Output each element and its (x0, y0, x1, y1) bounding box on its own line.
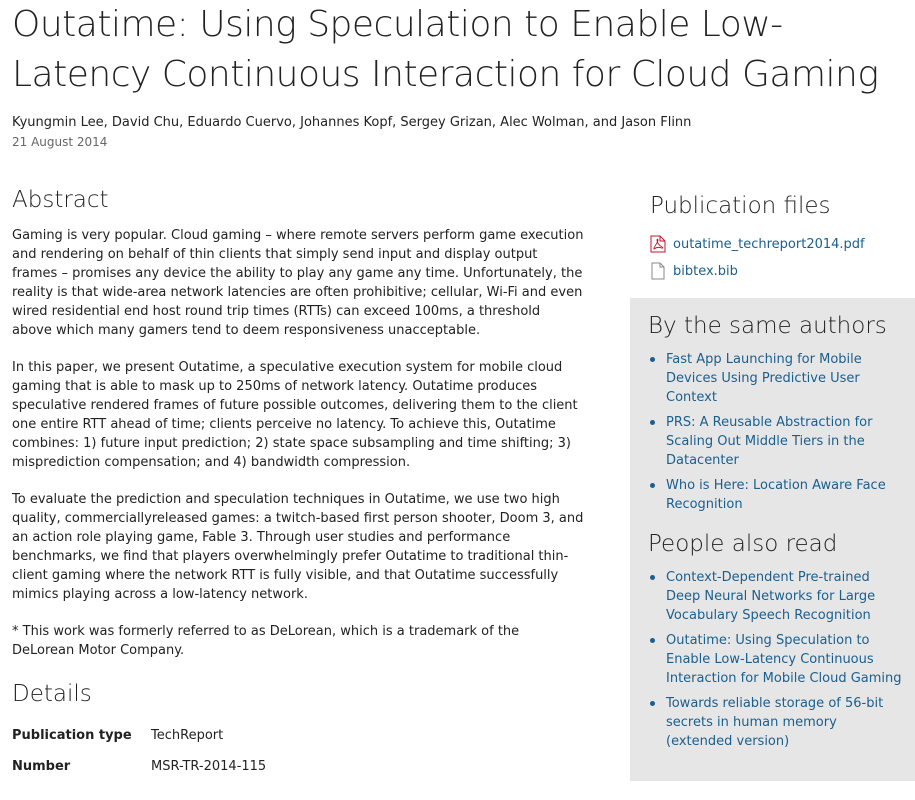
author-list: Kyungmin Lee, David Chu, Eduardo Cuervo, Johannes Kopf, Sergey Grizan, Alec Wolman, and Jason Flinn (12, 115, 692, 130)
abstract-paragraph: Gaming is very popular. Cloud gaming – where remote servers perform game execution and rendering on behalf of thin clients that simply send input and display output frames – promises any device the ability to play any game any time. Unfortunately, the reality is that wide-area network latencies are often prohibitive; cellular, Wi-Fi and even wired residential end host round trip times (RTTs) can exceed 100ms, a threshold above which many gamers tend to deem responsiveness unacceptable. (12, 228, 584, 338)
abstract-heading: Abstract (12, 187, 109, 213)
details-heading: Details (12, 681, 92, 707)
list-item (666, 694, 907, 751)
publication-files (650, 190, 910, 288)
detail-label: Publication type (12, 728, 132, 743)
list-item (666, 350, 907, 407)
related-publication-link[interactable]: Fast App Launching for Mobile Devices Using Predictive User Context (666, 352, 862, 405)
related-sidebar (630, 298, 915, 781)
file-row-pdf (650, 234, 910, 254)
detail-row-publication-type (12, 726, 584, 745)
abstract-paragraph: In this paper, we present Outatime, a speculative execution system for mobile cloud gaming that is able to mask up to 250ms of network latency. Outatime produces speculative rendered frames of future possible outcomes, delivering them to the client one entire RTT ahead of time; clients perceive no latency. To achieve this, Outatime combines: 1) future input prediction; 2) state space subsampling and time shifting; 3) misprediction compensation; and 4) bandwidth compression. (12, 360, 578, 470)
file-row-bib (650, 261, 910, 281)
list-item (666, 631, 907, 688)
detail-value: MSR-TR-2014-115 (151, 759, 267, 774)
same-authors-list (648, 350, 907, 514)
blank-file-icon (650, 262, 673, 280)
pdf-file-icon (650, 235, 673, 253)
detail-row-number (12, 757, 584, 776)
bibtex-download-link[interactable]: bibtex.bib (673, 263, 738, 279)
also-read-list (648, 568, 907, 751)
same-authors-heading: By the same authors (648, 313, 887, 339)
abstract-footnote: * This work was formerly referred to as DeLorean, which is a trademark of the DeLorean Motor Company. (12, 624, 520, 658)
related-publication-link[interactable]: PRS: A Reusable Abstraction for Scaling Out Middle Tiers in the Datacenter (666, 415, 873, 468)
pdf-download-link[interactable]: outatime_techreport2014.pdf (673, 236, 865, 252)
abstract-paragraph: To evaluate the prediction and speculation techniques in Outatime, we use two high quality, commerciallyreleased games: a twitch-based first person shooter, Doom 3, and an action role playing game, Fable 3. Through user studies and performance benchmarks, we find that players overwhelmingly prefer Outatime to traditional thin-client gaming where the network RTT is fully visible, and that Outatime successfully mimics playing across a low-latency network. (12, 492, 584, 602)
page-title: Outatime: Using Speculation to Enable Low-Latency Continuous Interaction for Cloud Gaming (12, 4, 879, 95)
list-item (666, 413, 907, 470)
list-item (666, 476, 907, 514)
main-content (12, 184, 584, 788)
list-item (666, 568, 907, 625)
detail-label: Number (12, 759, 71, 774)
also-read-heading: People also read (648, 531, 838, 557)
related-publication-link[interactable]: Towards reliable storage of 56-bit secrets in human memory (extended version) (666, 696, 884, 749)
detail-value: TechReport (151, 728, 224, 743)
publication-files-heading: Publication files (650, 193, 831, 219)
related-publication-link[interactable]: Context-Dependent Pre-trained Deep Neural Networks for Large Vocabulary Speech Recognition (666, 570, 876, 623)
related-publication-link[interactable]: Outatime: Using Speculation to Enable Low-Latency Continuous Interaction for Mobile Cloud Gaming (666, 633, 902, 686)
publication-date: 21 August 2014 (12, 135, 108, 149)
related-publication-link[interactable]: Who is Here: Location Aware Face Recognition (666, 478, 886, 512)
